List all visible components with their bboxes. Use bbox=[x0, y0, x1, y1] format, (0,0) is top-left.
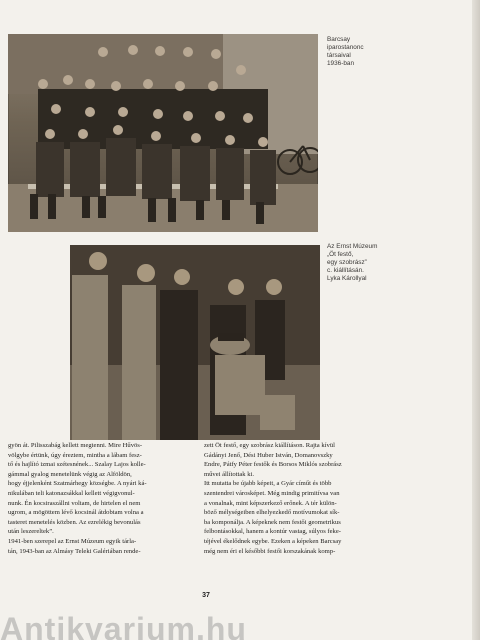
text-line: böző mélységeiben elhelyezkedő motívumokat sík- bbox=[204, 509, 340, 517]
text-line: szentendrei városképet. Még mindig primitívsa van bbox=[204, 489, 340, 497]
text-column-left bbox=[8, 441, 196, 556]
text-line: tasteret menetelés közben. Az ezrelékig bevonulás bbox=[8, 518, 141, 526]
text-line: után leszereltek”. bbox=[8, 528, 54, 536]
text-line: völgybe értünk, úgy éreztem, mintha a lábam fesz- bbox=[8, 451, 142, 459]
caption-line: Lyka Károllyal bbox=[327, 275, 367, 282]
photo2-caption bbox=[327, 243, 417, 283]
text-line: Gádányi Jenő, Dési Huber István, Domanovszky bbox=[204, 451, 333, 459]
text-line: Itt mutatta be újabb képeit, a Gyár címűt és több bbox=[204, 480, 332, 488]
page-number: 37 bbox=[202, 592, 210, 599]
text-line: nunk. Én kocsiraszállni voltam, de hirtelen el nem bbox=[8, 499, 141, 507]
caption-line: Az Ernst Múzeum bbox=[327, 243, 378, 250]
caption-line: iparostanonc bbox=[327, 44, 364, 51]
caption-line: „Öt festő, bbox=[327, 251, 354, 258]
text-line: tán, 1943-ban az Almásy Teleki Galériában rende- bbox=[8, 547, 141, 555]
caption-line: Barcsay bbox=[327, 36, 351, 43]
photo1-caption bbox=[327, 36, 407, 68]
group-photo-illustration bbox=[8, 34, 318, 232]
caption-line: társaival bbox=[327, 52, 351, 59]
text-line: téjével ékelődnek egybe. Ezeken a képeken Barcsay bbox=[204, 537, 342, 545]
text-line: nikulában teli katonazsákkal kellett végigvonul- bbox=[8, 489, 135, 497]
watermark: Antikvarium.hu bbox=[0, 612, 247, 640]
text-line: felbontásokkal, hanem a kontúr vastag, súlyos feke- bbox=[204, 528, 341, 536]
text-line: tő és hajlító izmai szétesnének... Szalay Lajos kolle- bbox=[8, 461, 146, 469]
text-line: hogy éjjelenként Szatmárhegy községbe. A nyári ká- bbox=[8, 480, 147, 488]
text-line: ba komponálja. A képeknek nem festői geometrikus bbox=[204, 518, 341, 526]
text-line: zett Öt festő, egy szobrász kiállításon. Rajta kívül bbox=[204, 442, 335, 449]
exhibition-photo bbox=[70, 245, 320, 440]
text-line: 1941-ben szerepel az Ernst Múzeum egyik tárla- bbox=[8, 537, 137, 545]
caption-line: 1936-ban bbox=[327, 60, 355, 67]
caption-line: c. kiállításán. bbox=[327, 267, 364, 274]
text-line: még nem éri el későbbi festői korszakának komp- bbox=[204, 547, 336, 555]
caption-line: egy szobrász” bbox=[327, 259, 367, 266]
exhibition-photo-illustration bbox=[70, 245, 320, 440]
text-line: művei állítottak ki. bbox=[204, 470, 254, 478]
text-line: Endre, Pátfy Péter festők és Borsos Miklós szobrász bbox=[204, 461, 342, 469]
group-photo-1936 bbox=[8, 34, 318, 232]
text-line: gámmal gyalog menetelünk végig az Alföldön, bbox=[8, 470, 132, 478]
text-column-right bbox=[204, 441, 402, 556]
text-line: gyön át. Pilisszabág kellett megtenni. Mire Hűvös- bbox=[8, 442, 143, 449]
text-line: a vonalnak, mint képszerkező erőnek. A tér külön- bbox=[204, 499, 337, 507]
page-edge bbox=[472, 0, 480, 640]
text-line: ugrom, a mögöttem lévő kocsinál átdobtam volna a bbox=[8, 509, 144, 517]
